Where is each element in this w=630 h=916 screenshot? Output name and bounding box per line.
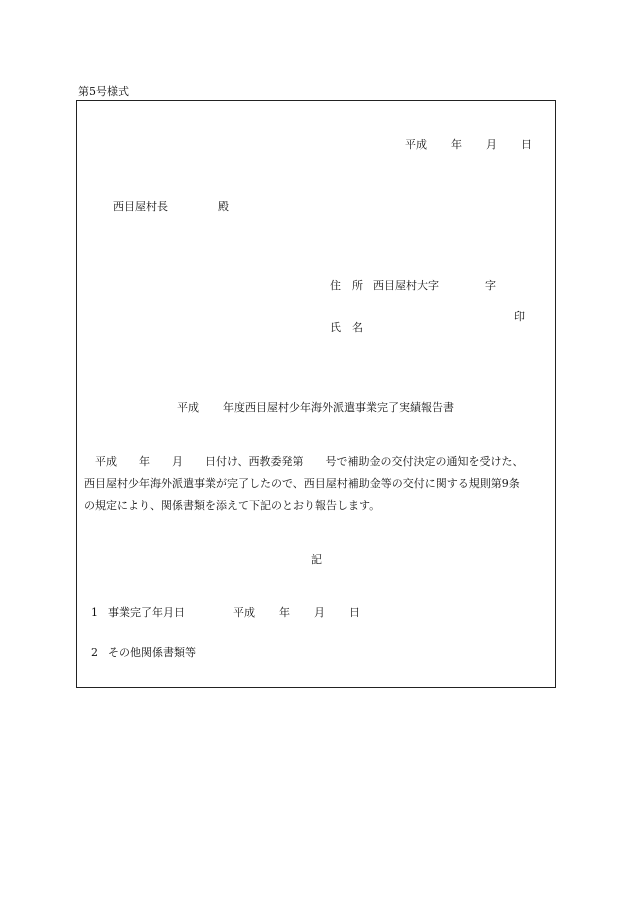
title-text: 年度西目屋村少年海外派遣事業完了実績報告書 — [223, 401, 454, 414]
applicant-name — [323, 311, 363, 333]
ki-heading: 記 — [311, 553, 322, 566]
item-day: 日 — [349, 606, 360, 619]
item-number: 2 — [91, 646, 98, 659]
date-era: 平成 — [405, 138, 427, 151]
item-year: 年 — [279, 606, 290, 619]
body-paragraph — [84, 451, 550, 517]
title-era: 平成 — [177, 401, 199, 414]
body-line: の規定により、関係書類を添えて下記のとおり報告します。 — [84, 499, 381, 512]
item-completion-date — [84, 596, 360, 618]
item-other-documents — [84, 636, 196, 658]
body-line: 平成 年 月 日付け、西教委発第 号で補助金の交付決定の通知を受けた、 — [84, 455, 524, 468]
applicant-address — [323, 269, 496, 291]
addressee-honorific: 殿 — [218, 200, 229, 213]
addressee — [106, 190, 229, 212]
addressee-name: 西目屋村長 — [113, 200, 168, 213]
item-era: 平成 — [233, 606, 255, 619]
item-label: 事業完了年月日 — [108, 606, 185, 619]
name-label: 氏 名 — [330, 321, 363, 334]
seal-mark: 印 — [514, 310, 525, 323]
date-month: 月 — [486, 138, 497, 151]
address-label: 住 所 — [330, 279, 363, 292]
date-year: 年 — [451, 138, 462, 151]
item-month: 月 — [314, 606, 325, 619]
address-suffix: 字 — [485, 279, 496, 292]
item-label: その他関係書類等 — [108, 646, 196, 659]
form-number: 第5号様式 — [78, 85, 129, 98]
body-line: 西目屋村少年海外派遣事業が完了したので、西目屋村補助金等の交付に関する規則第9条 — [84, 477, 520, 490]
address-value: 西目屋村大字 — [373, 279, 439, 292]
document-title — [170, 391, 454, 413]
date-header — [398, 128, 532, 150]
item-number: 1 — [91, 606, 98, 619]
date-day: 日 — [521, 138, 532, 151]
